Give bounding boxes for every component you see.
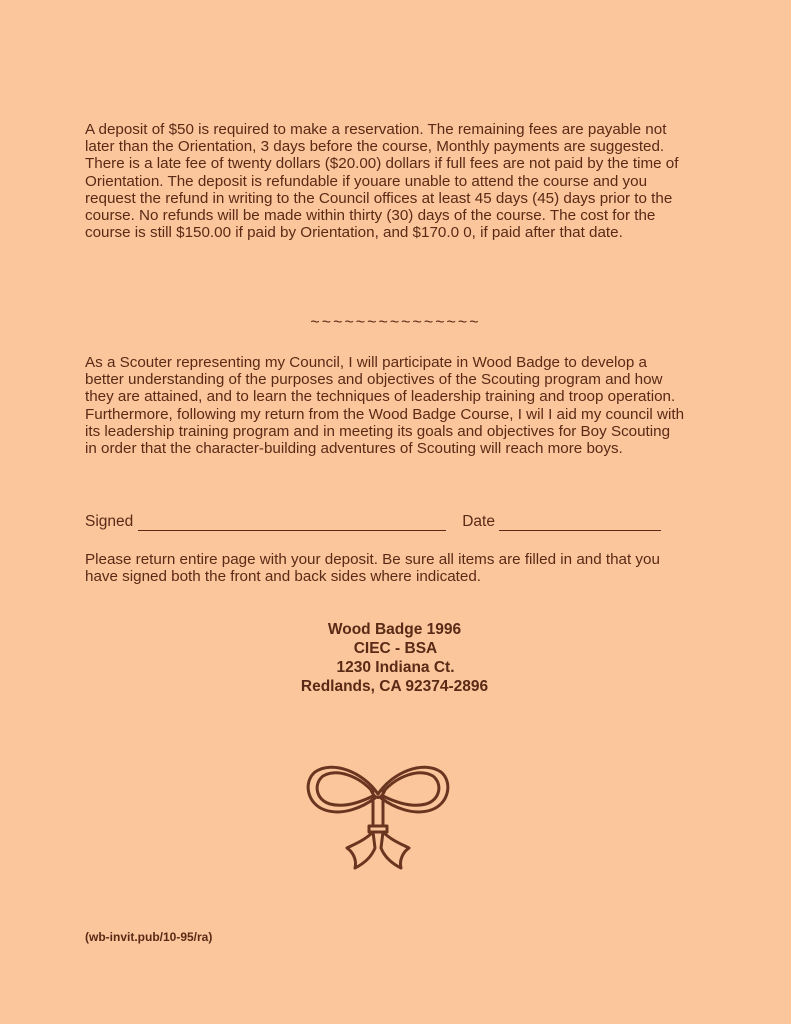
signed-label: Signed [85, 513, 134, 530]
pledge-paragraph: As a Scouter representing my Council, I will participate in Wood Badge to develop a better understanding of the purposes and objectives of the Scouting program and how they are attained, and to learn the techniques of leadership training and troop operation. Furthermore, following my return from the Wood Badge Course, I wil I aid my council with its leadership training program and in meeting its goals and objectives for Boy Scouting in order that the character-building adventures of Scouting will reach more boys. [85, 354, 685, 458]
signature-row [85, 513, 685, 531]
address-line-3: 1230 Indiana Ct. [336, 659, 455, 676]
signature-line[interactable] [138, 516, 446, 531]
fees-paragraph: A deposit of $50 is required to make a reservation. The remaining fees are payable not later than the Orientation, 3 days before the course, Monthly payments are suggested. There is a late fee of twenty dollars ($20.00) dollars if full fees are not paid by the time of Orientation. The deposit is refundable if youare unable to attend the course and you request the refund in writing to the Council offices at least 45 days (45) days prior to the course. No refunds will be made within thirty (30) days of the course. The cost for the course is still $150.00 if paid by Orientation, and $170.0 0, if paid after that date. [85, 121, 679, 242]
mailing-address [0, 620, 791, 696]
address-line-4: Redlands, CA 92374-2896 [300, 678, 489, 695]
document-reference: (wb-invit.pub/10-95/ra) [85, 930, 213, 944]
date-line[interactable] [499, 516, 661, 531]
address-line-2: CIEC - BSA [353, 640, 438, 657]
return-instructions: Please return entire page with your deposit. Be sure all items are filled in and that you have signed both the front and back sides where indicated. [85, 551, 660, 586]
address-line-1: Wood Badge 1996 [327, 621, 462, 638]
wood-badge-knot-icon [303, 752, 453, 882]
tilde-divider: ~~~~~~~~~~~~~~~ [310, 314, 481, 331]
date-label: Date [462, 513, 495, 530]
